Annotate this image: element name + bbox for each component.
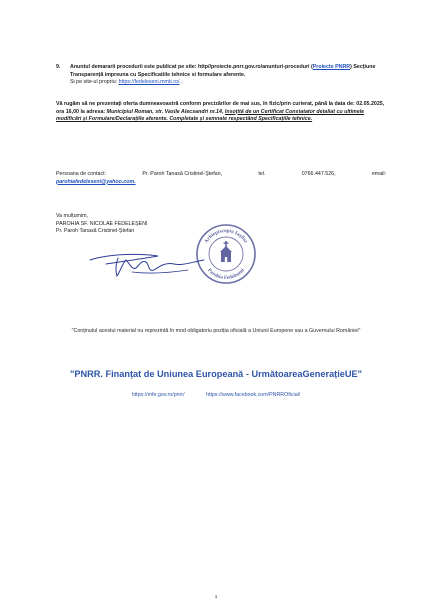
footer-links	[40, 392, 392, 398]
stamp-bottom-text: Parohia Fedeleșeni	[206, 267, 246, 282]
contact-email-link[interactable]: parohiafedeleseni@yahoo.com.	[56, 178, 136, 185]
contact-person: Pr. Paroh Tanasă Cristinel-Ştefan,	[142, 171, 223, 177]
handwritten-signature	[88, 250, 208, 280]
paren-open: (	[310, 64, 313, 70]
pnrr-slogan: "PNRR. Finanțat de Uniunea Europeană - UrmătoareaGenerațieUE"	[69, 369, 363, 379]
request-part2: însoțită de un Certificat Constatator detaliat cu ultimele modificări și Formulare/Declarațiile aferente. Completate și semnate respectând Specificațiile tehnice.	[56, 108, 365, 123]
parish-name: PAROHIA SF. NICOLAE FEDELEȘENI	[56, 220, 148, 227]
thanks-text: Va mulțumim,	[56, 213, 88, 219]
request-part1: Vă rugăm să ne prezentați oferta dumneavoastră conform precizărilor de mai sus, în fizic/prin curierat, până la data de: 02.05.2025, ora 16,00 la adresa:	[56, 101, 385, 115]
item-9-line2: ) Secțiune Transparență impreuna cu Specificatiile tehnice si formulare aferente.	[70, 64, 376, 78]
request-sep: ,	[221, 108, 225, 115]
mfe-link[interactable]: https://mfe.gov.ro/pnrr/	[131, 392, 185, 398]
offer-request-paragraph	[56, 101, 386, 124]
church-icon	[220, 241, 232, 262]
eu-disclaimer: "Conținutul acestui material nu reprezintă în mod obligatoriu poziția oficială a Uniunii Europene sau a Guvernului României"	[71, 328, 361, 334]
contact-row	[56, 171, 386, 179]
item-9-text	[70, 64, 386, 79]
stamp-top-text: Arhiepiscopia Iașilor	[203, 227, 249, 245]
tel-label: tel.	[258, 171, 266, 177]
own-site-prefix: Si pe site-ul propriu:	[70, 79, 119, 86]
own-site-link[interactable]: https://fedeleseni.mmb.ro/	[118, 79, 180, 86]
item-9-own-site-line	[70, 79, 386, 87]
proiecte-url[interactable]: http//proiecte.pnrr.gov.ro/anunturi-proceduri	[198, 64, 310, 70]
own-site-suffix: .	[179, 79, 183, 86]
proiecte-pnrr-link[interactable]: Proiecte PNRR	[312, 64, 351, 70]
request-address: Municipiul Roman, str. Vasile Alecsandri nr.14	[106, 108, 222, 115]
contact-block	[56, 171, 386, 186]
item-9-line1: Anuntul demararii procedurii este publicat pe site:	[70, 64, 199, 70]
priest-name: Pr. Paroh Tanasă Cristinel-Ștefan	[56, 228, 135, 235]
email-label: email:	[371, 171, 386, 177]
facebook-link[interactable]: https://www.facebook.com/PNRROficial/	[206, 392, 301, 398]
item-9-paragraph	[56, 64, 386, 87]
contact-label: Persoana de contact:	[56, 171, 107, 177]
page-number: 1	[214, 594, 218, 599]
phone-number: 0766.447.526,	[301, 171, 336, 177]
signoff-block	[56, 213, 147, 236]
item-number: 9.	[56, 64, 61, 70]
